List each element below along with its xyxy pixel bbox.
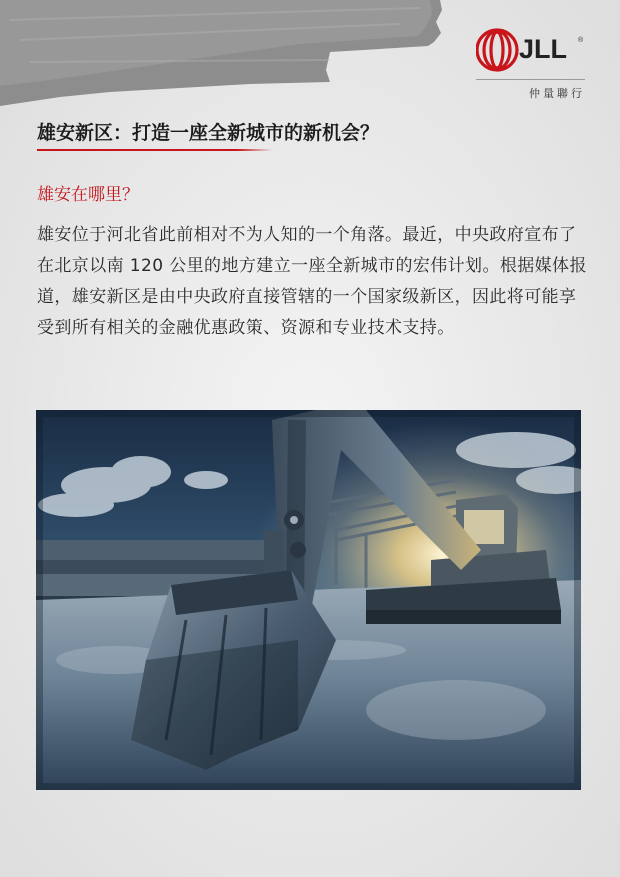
- logo-chinese-name: 仲量聯行: [529, 87, 585, 100]
- logo-wordmark: JLL: [519, 34, 568, 64]
- logo-divider: [476, 79, 585, 80]
- title-underline: [37, 149, 273, 151]
- registered-mark: ®: [578, 37, 584, 44]
- excavator-photo: [36, 410, 581, 790]
- brush-stroke-decoration: [0, 0, 470, 115]
- section-heading: 雄安在哪里？: [37, 185, 139, 205]
- body-paragraph: 雄安位于河北省此前相对不为人知的一个角落。最近，中央政府宣布了在北京以南 120 公里的地方建立一座全新城市的宏伟计划。根据媒体报道，雄安新区是由中央政府直接管辖的一个国家级新区，因此将可能享受到所有相关的金融优惠政策、资源和专业技术支持。: [37, 225, 587, 338]
- page-title: 雄安新区：打造一座全新城市的新机会？: [37, 122, 380, 144]
